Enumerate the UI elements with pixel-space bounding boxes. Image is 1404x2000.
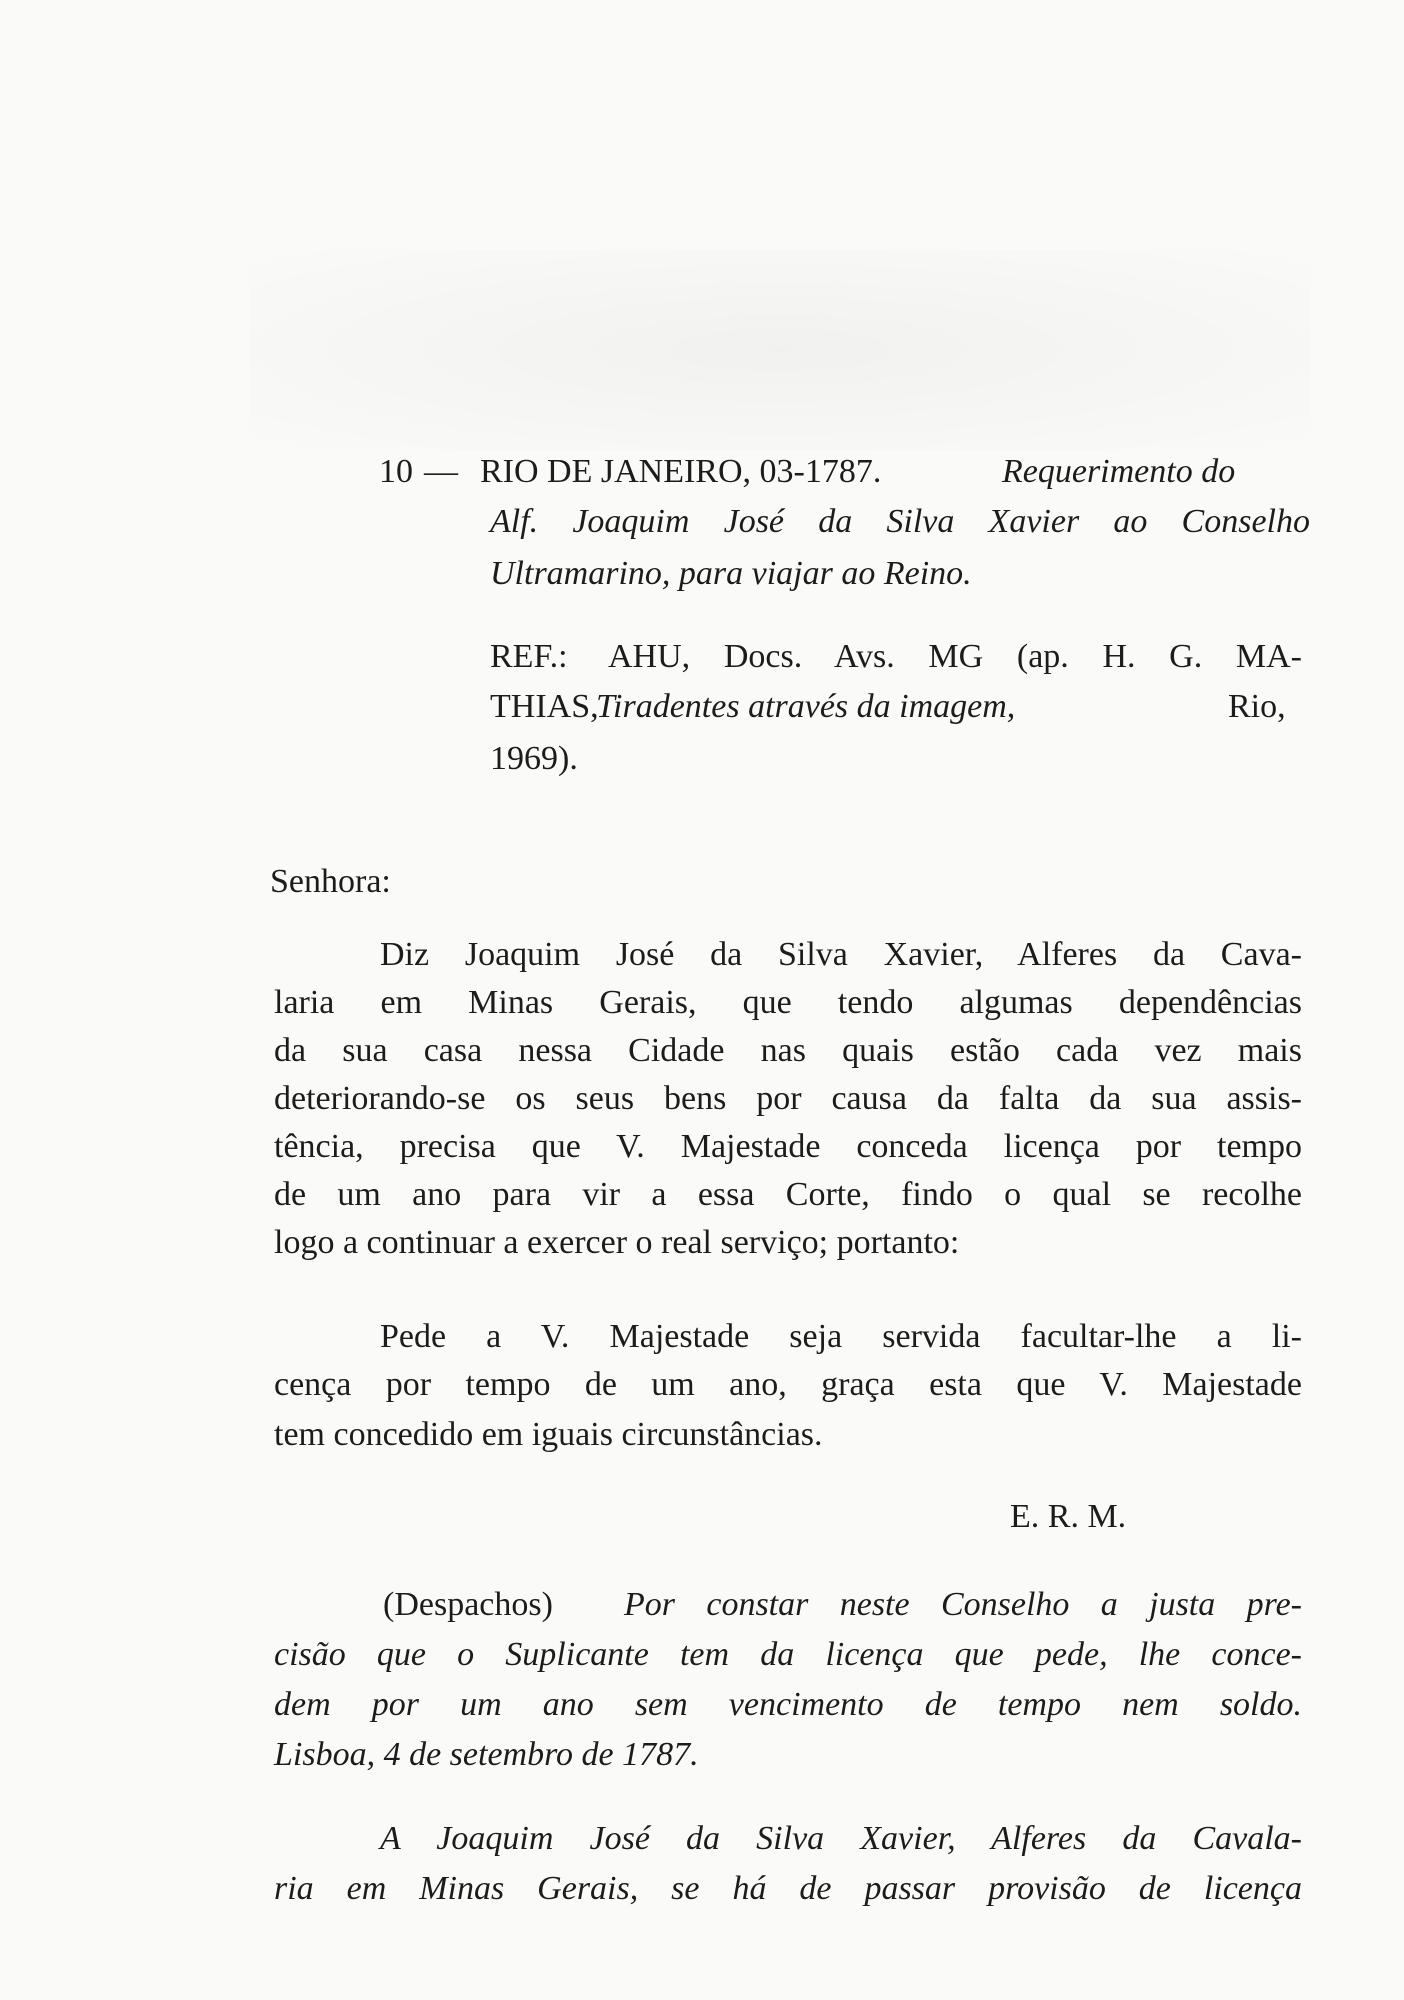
body-line: tência, precisa que V. Majestade conceda licença por tempo	[274, 1128, 1302, 1165]
despachos-line: Por constar neste Conselho a justa pre-	[624, 1586, 1302, 1623]
show-through-text	[250, 250, 1310, 450]
despachos-line: ria em Minas Gerais, se há de passar provisão de licença	[274, 1870, 1302, 1907]
despachos-label: (Despachos)	[383, 1586, 553, 1623]
body-line: logo a continuar a exercer o real serviço; portanto:	[274, 1224, 960, 1261]
body-line: da sua casa nessa Cidade nas quais estão cada vez mais	[274, 1032, 1302, 1069]
body-line: tem concedido em iguais circunstâncias.	[274, 1416, 823, 1453]
body-line: Diz Joaquim José da Silva Xavier, Alferes da Cava-	[380, 936, 1302, 973]
reference-book-title: Tiradentes através da imagem,	[596, 688, 1016, 725]
entry-place-date: RIO DE JANEIRO, 03-1787.	[480, 453, 882, 490]
body-line: de um ano para vir a essa Corte, findo o qual se recolhe	[274, 1176, 1302, 1213]
reference-author: THIAS,	[490, 688, 599, 725]
entry-title-line: Ultramarino, para viajar ao Reino.	[490, 555, 972, 592]
reference-label: REF.:	[490, 638, 568, 675]
body-line: deteriorando-se os seus bens por causa da falta da sua assis-	[274, 1080, 1302, 1117]
entry-dash: —	[424, 453, 458, 490]
despachos-line: A Joaquim José da Silva Xavier, Alferes da Cavala-	[380, 1820, 1302, 1857]
body-line: laria em Minas Gerais, que tendo algumas dependências	[274, 984, 1302, 1021]
despachos-line: cisão que o Suplicante tem da licença que pede, lhe conce-	[274, 1636, 1302, 1673]
body-line: cença por tempo de um ano, graça esta que V. Majestade	[274, 1366, 1302, 1403]
despachos-line: dem por um ano sem vencimento de tempo nem soldo.	[274, 1686, 1302, 1723]
reference-year: 1969).	[490, 740, 578, 777]
entry-title-line: Alf. Joaquim José da Silva Xavier ao Conselho	[490, 503, 1310, 540]
reference-place: Rio,	[1228, 688, 1286, 725]
reference-source: AHU, Docs. Avs. MG (ap. H. G. MA-	[608, 638, 1302, 675]
despachos-date: Lisboa, 4 de setembro de 1787.	[274, 1736, 699, 1773]
salutation: Senhora:	[270, 863, 391, 900]
body-line: Pede a V. Majestade seja servida facultar-lhe a li-	[380, 1318, 1302, 1355]
entry-title-line: Requerimento do	[1002, 453, 1236, 490]
closing-formula: E. R. M.	[1010, 1498, 1127, 1535]
entry-number: 10	[379, 453, 413, 490]
